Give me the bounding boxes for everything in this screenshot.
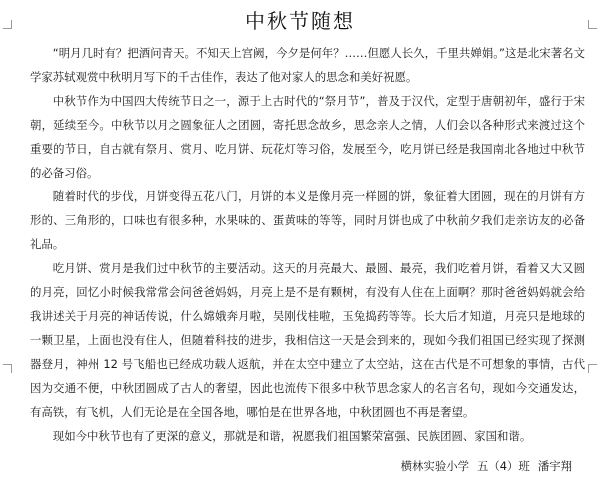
paragraph-intro: “明月几时有？把酒问青天。不知天上宫阙，今夕是何年？……但愿人长久，千里共婵娟。”这是北宋著名文学家苏轼观赏中秋明月写下的千古佳作，表达了他对家人的思念和美好祝愿。 bbox=[30, 46, 585, 84]
paragraph-moon-viewing: 吃月饼、赏月是我们过中秋节的主要活动。这天的月亮最大、最圆、最亮，我们吃着月饼，看着又大又圆的月亮，回忆小时候我常常会问爸爸妈妈，月亮上是不是有颗树，有没有人住在上面啊？那时爸爸妈妈就会给我讲述关于月亮的神话传说，什么嫦娥奔月啦，吴刚伐桂啦，玉兔捣药等等。长大后才知道，月亮只是地球的一颗卫星，上面也没有住人，但随着科技的进步，我相信这一天是会到来的，现如今我们祖国已经实现了探测器登月，神州 12 号飞船也已经成功载人返航，并在太空中建立了太空站，这在古代是不可想象的事情，古代因为交通不便，中秋团圆成了古人的奢望，因此也流传下很多中秋节思念家人的名言名句，现如今交通发达，有高铁，有飞机，人们无论是在全国各地，哪怕是在世界各地，中秋团圆也不再是奢望。 bbox=[30, 261, 585, 419]
essay-body bbox=[30, 42, 585, 448]
essay-title: 中秋节随想 bbox=[245, 9, 355, 33]
paragraph-mooncakes: 随着时代的步伐，月饼变得五花八门，月饼的本义是像月亮一样圆的饼，象征着大团圆，现在的月饼有方形的、三角形的，口味也有很多种，水果味的、蛋黄味的等等，同时月饼也成了中秋前夕我们走亲访友的必备礼品。 bbox=[30, 189, 585, 252]
crop-mark-bottom-left bbox=[3, 364, 12, 373]
paragraph-conclusion: 现如今中秋节也有了更深的意义，那就是和谐，祝愿我们祖国繁荣富强、民族团圆、家国和谐。 bbox=[52, 428, 532, 443]
signature bbox=[393, 456, 572, 476]
paragraph-origin: 中秋节作为中国四大传统节日之一，源于上古时代的“祭月节”，普及于汉代，定型于唐朝初年，盛行于宋朝，延续至今。中秋节以月之圆象征人之团圆，寄托思念故乡，思念亲人之情，人们会以各种形式来渡过这个重要的节日，自古就有祭月、赏月、吃月饼、玩花灯等习俗，发展至今，吃月饼已经是我国南北各地过中秋节的必备习俗。 bbox=[30, 93, 585, 180]
crop-mark-bottom-right bbox=[588, 364, 597, 373]
signature-school: 横林实验小学 bbox=[400, 459, 469, 473]
signature-class: 五（4）班 bbox=[477, 459, 530, 473]
signature-author: 潘宇翔 bbox=[537, 459, 572, 473]
